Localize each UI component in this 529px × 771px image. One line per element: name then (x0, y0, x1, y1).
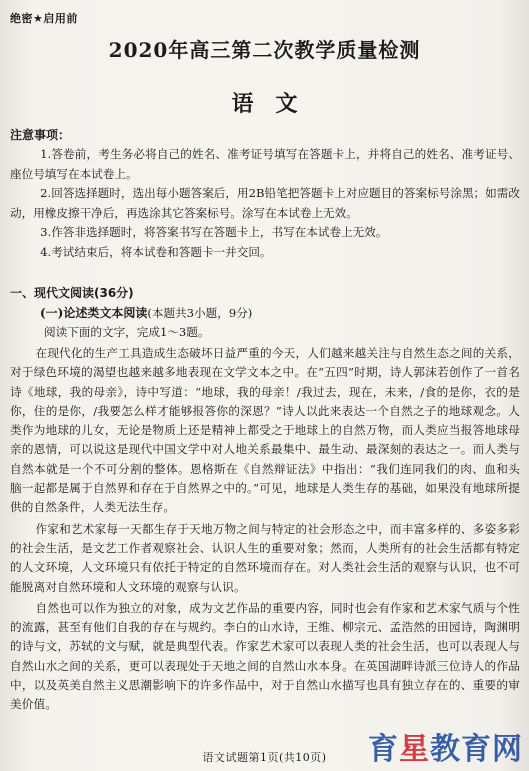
subsection-heading (40, 304, 252, 321)
subsection-note: (本题共3小题，9分) (147, 306, 253, 320)
reading-instruction: 阅读下面的文字，完成1～3题。 (44, 325, 210, 339)
notice-item: 1.答卷前，考生务必将自己的姓名、准考证号填写在答题卡上，并将自己的姓名、准考证号、座位号填写在本试卷上。 (10, 147, 520, 181)
notice-list (10, 145, 520, 263)
watermark-logo: 育星教育网 (368, 732, 523, 767)
page-footer: 语文试题第1页(共10页) (202, 751, 327, 764)
notice-item: 3.作答非选择题时，将答案书写在答题卡上，书写在本试卷上无效。 (40, 225, 388, 240)
notice-item: 4.考试结束后，将本试卷和答题卡一并交回。 (40, 244, 272, 259)
passage-paragraph: 在现代化的生产工具造成生态破坏日益严重的今天，人们越来越关注与自然生态之间的关系，对于绿色环境的渴望也越来越多地表现在文学文本之中。在“五四”时期，诗人郭沫若创作了一首名诗《地球，我的母亲》，诗中写道：“地球，我的母亲！/我过去，现在，未来，/食的是你，衣的是你，住的是你，/我要怎么样才能够报答你的深恩？”诗人以此来表达一个自然之子的地球观念。人类作为地球的儿女，无论是物质上还是精神上都受之于地球上的自然万物，而人类应当报答地球母亲的恩情，可以说这是现代中国文学中对人地关系最集中、最生动、最深刻的表达之一。而人类与自然本就是一个不可分割的整体。恩格斯在《自然辩证法》中指出：“我们连同我们的肉、血和头脑一起都是属于自然界和存在于自然界之中的。”可见，地球是人类生存的基础，如果没有地球所提供的自然条件，人类无法生存。 (10, 346, 520, 515)
subsection-title: (一)论述类文本阅读 (40, 306, 148, 320)
subject-title: 语文 (231, 91, 320, 117)
exam-title: 2020年高三第二次教学质量检测 (108, 38, 421, 62)
notice-heading: 注意事项： (10, 128, 71, 142)
reading-passage (10, 344, 520, 715)
passage-paragraph: 作家和艺术家每一天都生存于天地万物之间与特定的社会形态之中，而丰富多样的、多姿多彩的社会生活，是文艺工作者观察社会、认识人生的重要对象；然而，人类所有的社会生活都有特定的人文环境，人文环境只有依托于特定的自然环境而存在。对人类社会生活的观察与认识，也不可能脱离对自然环境和人文环境的观察与认识。 (10, 521, 520, 594)
confidential-label: 绝密★启用前 (10, 12, 78, 25)
notice-item: 2.回答选择题时，选出每小题答案后，用2B铅笔把答题卡上对应题目的答案标号涂黑；如需改动，用橡皮擦干净后，再选涂其它答案标号。涂写在本试卷上无效。 (10, 186, 520, 220)
passage-paragraph: 自然也可以作为独立的对象，成为文艺作品的重要内容，同时也会有作家和艺术家气质与个性的流露，甚至有他们自我的存在与规约。李白的山水诗，王维、柳宗元、孟浩然的田园诗，陶渊明的诗与文，苏轼的文与赋，就是典型代表。作家艺术家可以表现人类的社会生活，也可以表现人与自然山水之间的关系，更可以表现处于天地之间的自然山水本身。在英国湖畔诗派三位诗人的作品中，以及英美自然主义思潮影响下的许多作品中，对于自然山水描写也具有独立存在的、重要的审美价值。 (10, 600, 520, 712)
section-heading: 一、现代文阅读(36分) (10, 286, 134, 300)
